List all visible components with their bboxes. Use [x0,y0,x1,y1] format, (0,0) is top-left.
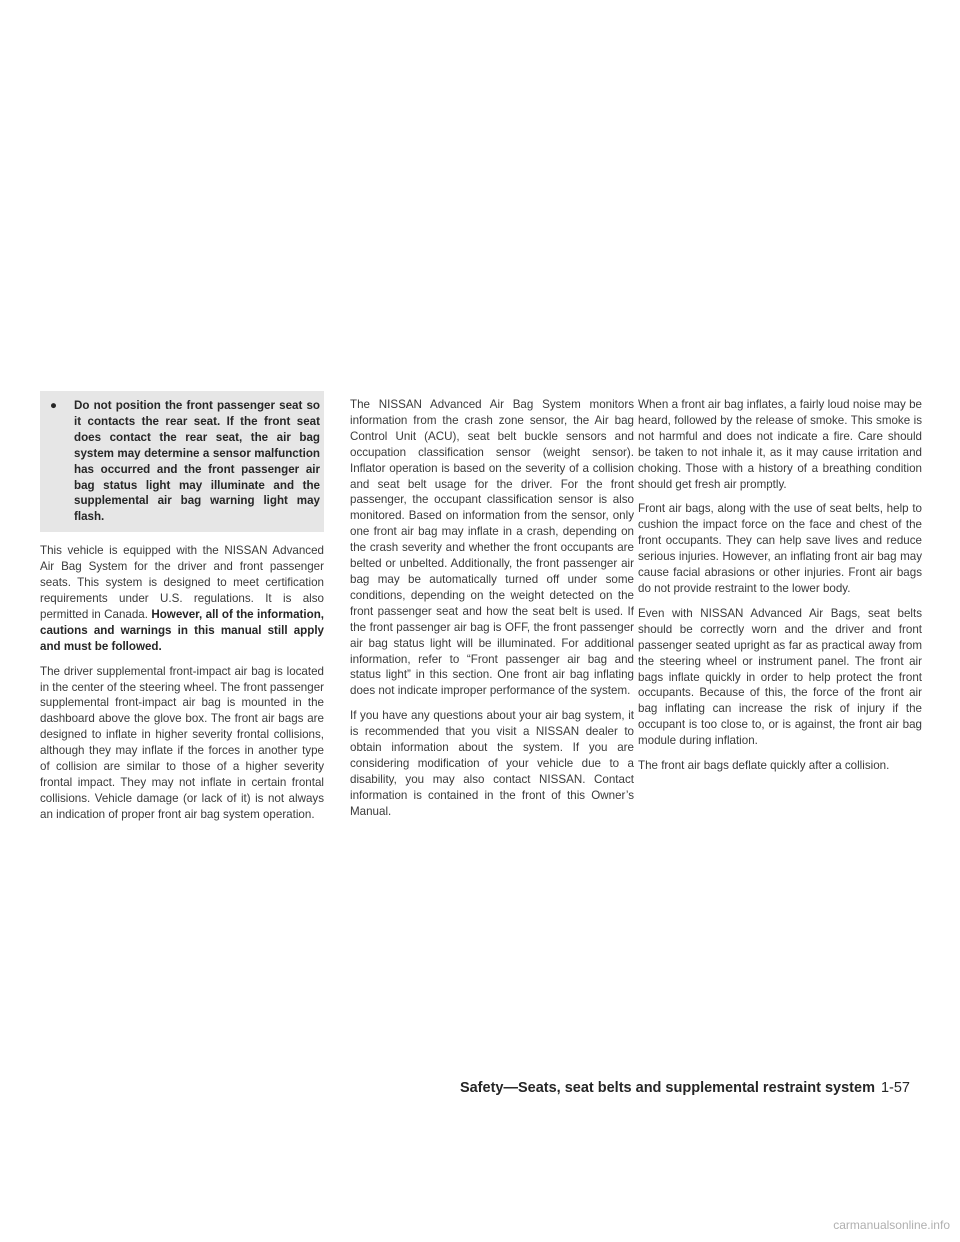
watermark-text: carmanualsonline.info [833,1218,950,1232]
paragraph-text: This vehicle is equipped with the NISSAN Advanced Air Bag System for the driver and front passenger seats. This system is designed to meet certification requirements under U.S. regulations. It is also permitted in Canada. [40,544,324,621]
paragraph: Front air bags, along with the use of seat belts, help to cushion the impact force on the face and chest of the front occupants. They can help save lives and reduce serious injuries. However, an inflating front air bag may cause facial abrasions or other injuries. Front air bags do not provide restraint to the lower body. [638,502,922,595]
section-title: Safety—Seats, seat belts and supplemental restraint system [459,1080,875,1096]
paragraph: When a front air bag inflates, a fairly loud noise may be heard, followed by the release of smoke. This smoke is not harmful and does not indicate a fire. Care should be taken to not inhale it, as it may cause irritation and choking. Those with a history of a breathing condition should get fresh air promptly. [638,398,922,491]
paragraph: The NISSAN Advanced Air Bag System monitors information from the crash zone sensor, the Air bag Control Unit (ACU), seat belt buckle sensors and occupation classification sensor (weight sensor). Inflator operation is based on the severity of a collision and seat belt usage for the driver. For the front passenger, the occupant classification sensor is also monitored. Based on information from the sensor, only one front air bag may inflate in a crash, depending on the crash severity and whether the front occupants are belted or unbelted. Additionally, the front passenger air bag may be automatically turned off under some conditions, depending on the weight detected on the front passenger seat and how the seat belt is used. If the front passenger air bag is OFF, the front passenger air bag status light will be illuminated. For additional information, refer to “Front passenger air bag and status light” in this section. One front air bag inflating does not indicate improper performance of the system. [350,398,634,698]
emphasis-text: However, all of the information, cautions and warnings in this manual still apply and must be followed. [40,607,324,653]
paragraph: The driver supplemental front-impact air bag is located in the center of the steering wheel. The front passenger supplemental front-impact air bag is mounted in the dashboard above the glove box. The front air bags are designed to inflate in higher severity frontal collisions, although they may inflate if the forces in another type of collision are similar to those of a higher severity frontal impact. They may not inflate in certain frontal collisions. Vehicle damage (or lack of it) is not always an indication of proper front air bag system operation. [40,664,325,821]
text-column-2 [350,397,634,829]
page-number: 1-57 [880,1080,910,1096]
page-footer [400,1080,910,1096]
text-column-3 [638,397,922,783]
paragraph: Even with NISSAN Advanced Air Bags, seat belts should be correctly worn and the driver and front passenger seated upright as far as practical away from the steering wheel or instrument panel. The front air bags inflate quickly in order to help protect the front occupants. Because of this, the force of the front air bag inflating can increase the risk of injury if the occupant is too close to, or is against, the front air bag module during inflation. [638,606,922,748]
warning-box [40,391,324,532]
paragraph [40,543,324,654]
text-column-1 [40,397,324,832]
paragraph: If you have any questions about your air bag system, it is recommended that you visit a NISSAN dealer to obtain information about the system. If you are considering modification of your vehicle due to a disability, you may also contact NISSAN. Contact information is contained in the front of this Owner’s Manual. [350,709,634,818]
paragraph: The front air bags deflate quickly after a collision. [638,759,890,773]
bullet-icon: ● [50,399,58,412]
warning-text: Do not position the front passenger seat so it contacts the rear seat. If the front seat does contact the rear seat, the air bag system may determine a sensor malfunction has occurred and the front passenger air bag status light may illuminate and the supplemental air bag warning light may flash. [74,399,320,524]
